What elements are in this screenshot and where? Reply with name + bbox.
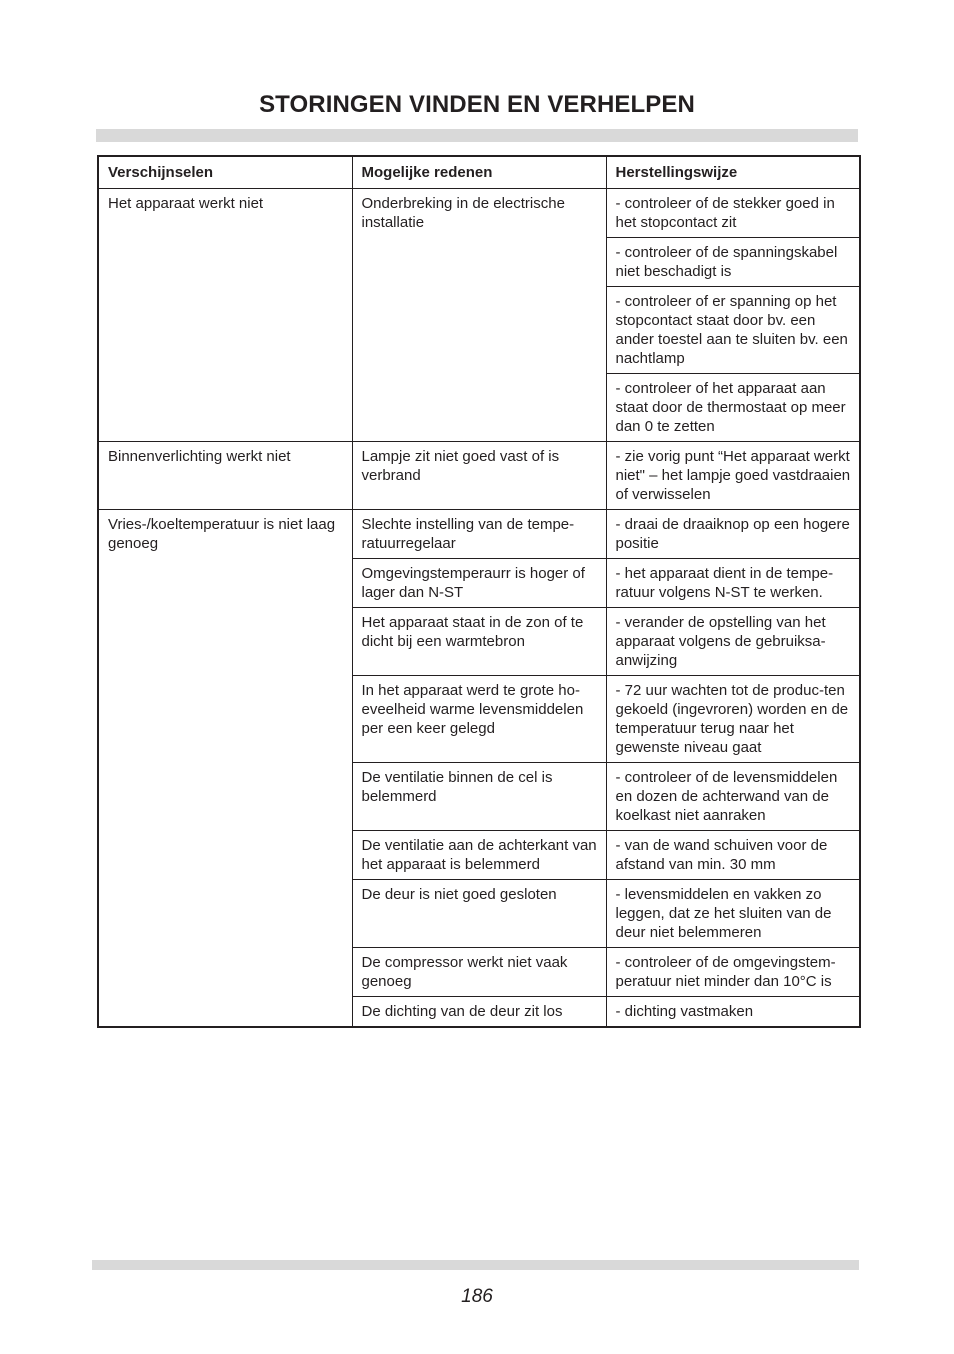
remedy-cell: - het apparaat dient in de tempe-ratuur volgens N-ST te werken. — [606, 559, 860, 608]
remedy-cell: - verander de opstelling van het apparaat volgens de gebruiksa-anwijzing — [606, 608, 860, 676]
header-divider — [96, 129, 858, 142]
footer-divider — [92, 1260, 859, 1270]
remedy-cell: - controleer of de omgevingstem-peratuur niet minder dan 10°C is — [606, 948, 860, 997]
cause-cell: De ventilatie binnen de cel is belemmerd — [352, 763, 606, 831]
cause-cell: De compressor werkt niet vaak genoeg — [352, 948, 606, 997]
remedy-cell: - draai de draaiknop op een hogere positie — [606, 510, 860, 559]
symptom-cell: Het apparaat werkt niet — [98, 189, 352, 442]
remedy-cell: - 72 uur wachten tot de produc-ten gekoeld (ingevroren) worden en de temperatuur terug naar het gewenste niveau gaat — [606, 676, 860, 763]
table-row — [98, 189, 860, 238]
cause-cell: Lampje zit niet goed vast of is verbrand — [352, 442, 606, 510]
table-row — [98, 442, 860, 510]
cause-cell: Slechte instelling van de tempe-ratuurregelaar — [352, 510, 606, 559]
symptom-cell: Vries-/koeltemperatuur is niet laag genoeg — [98, 510, 352, 1028]
page-title: STORINGEN VINDEN EN VERHELPEN — [259, 91, 695, 118]
remedy-cell: - zie vorig punt “Het apparaat werkt niet" – het lampje goed vastdraaien of verwisselen — [606, 442, 860, 510]
page-number: 186 — [461, 1286, 493, 1307]
column-header-remedies: Herstellingswijze — [606, 156, 860, 189]
remedy-cell: - dichting vastmaken — [606, 997, 860, 1028]
remedy-cell: - levensmiddelen en vakken zo leggen, dat ze het sluiten van de deur niet belemmeren — [606, 880, 860, 948]
remedy-cell: - van de wand schuiven voor de afstand van min. 30 mm — [606, 831, 860, 880]
symptom-cell: Binnenverlichting werkt niet — [98, 442, 352, 510]
remedy-cell: - controleer of de levensmiddelen en dozen de achterwand van de koelkast niet aanraken — [606, 763, 860, 831]
cause-cell: In het apparaat werd te grote ho-eveelheid warme levensmiddelen per een keer gelegd — [352, 676, 606, 763]
troubleshooting-table — [97, 155, 861, 1028]
table-header-row — [98, 156, 860, 189]
cause-cell: De dichting van de deur zit los — [352, 997, 606, 1028]
column-header-symptoms: Verschijnselen — [98, 156, 352, 189]
cause-cell: De deur is niet goed gesloten — [352, 880, 606, 948]
remedy-cell: - controleer of de spanningskabel niet beschadigt is — [606, 238, 860, 287]
remedy-cell: - controleer of het apparaat aan staat door de thermostaat op meer dan 0 te zetten — [606, 374, 860, 442]
cause-cell: Omgevingstemperaurr is hoger of lager dan N-ST — [352, 559, 606, 608]
cause-cell: Onderbreking in de electrische installatie — [352, 189, 606, 442]
cause-cell: Het apparaat staat in de zon of te dicht bij een warmtebron — [352, 608, 606, 676]
remedy-cell: - controleer of er spanning op het stopcontact staat door bv. een ander toestel aan te sluiten bv. een nachtlamp — [606, 287, 860, 374]
cause-cell: De ventilatie aan de achterkant van het apparaat is belemmerd — [352, 831, 606, 880]
remedy-cell: - controleer of de stekker goed in het stopcontact zit — [606, 189, 860, 238]
column-header-causes: Mogelijke redenen — [352, 156, 606, 189]
table-row — [98, 510, 860, 559]
